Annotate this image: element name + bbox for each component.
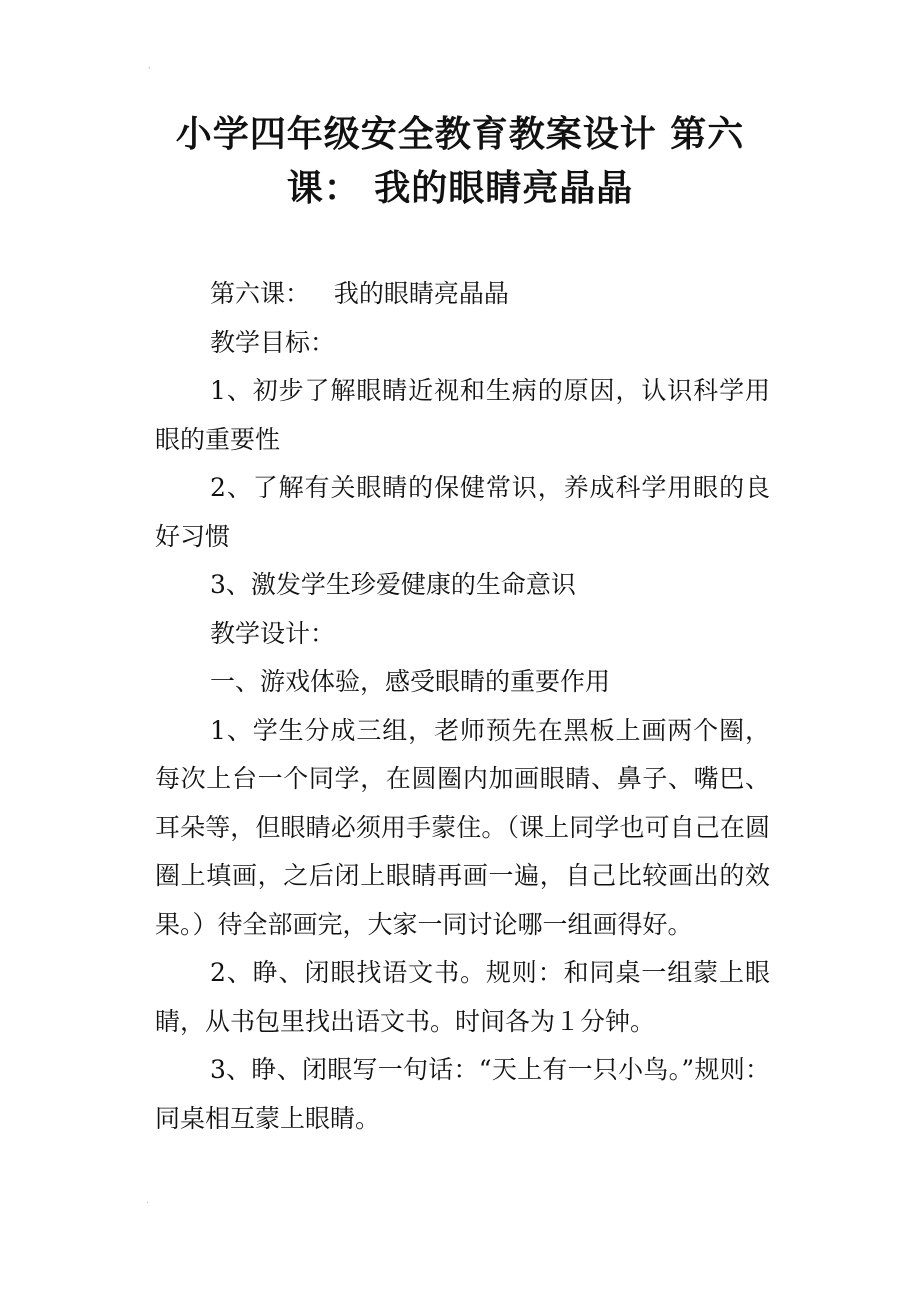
section-heading: 一、游戏体验，感受眼睛的重要作用 <box>210 667 611 696</box>
corner-mark-top: ' <box>148 66 151 76</box>
corner-mark-bottom: . <box>146 1196 149 1206</box>
activity-paragraph: 1、学生分成三组，老师预先在黑板上画两个圈，每次上台一个同学，在圆圈内加画眼睛、鼻子、嘴巴、耳朵等，但眼睛必须用手蒙住。（课上同学也可自己在圆圈上填画，之后闭上眼睛再画一遍，自己比较画出的效果。）待全部画完，大家一同讨论哪一组画得好。 <box>155 715 770 939</box>
page-title <box>130 108 790 216</box>
activity-paragraph: 3、睁、闭眼写一句话：“天上有一只小鸟。”规则：同桌相互蒙上眼睛。 <box>155 1055 770 1133</box>
objective-item: 1、初步了解眼睛近视和生病的原因，认识科学用眼的重要性 <box>155 376 770 454</box>
title-line-2: 课： 我的眼睛亮晶晶 <box>286 168 634 209</box>
lesson-heading: 第六课： 我的眼睛亮晶晶 <box>210 279 509 308</box>
document-body <box>155 270 770 1143</box>
objective-item: 2、了解有关眼睛的保健常识，养成科学用眼的良好习惯 <box>155 473 770 551</box>
title-line-1: 小学四年级安全教育教案设计 第六 <box>175 114 745 155</box>
activity-paragraph: 2、睁、闭眼找语文书。规则：和同桌一组蒙上眼睛，从书包里找出语文书。时间各为１分钟。 <box>155 958 770 1036</box>
objective-item: 3、激发学生珍爱健康的生命意识 <box>210 570 576 599</box>
design-heading: 教学设计： <box>210 618 336 648</box>
objectives-heading: 教学目标： <box>210 327 336 357</box>
